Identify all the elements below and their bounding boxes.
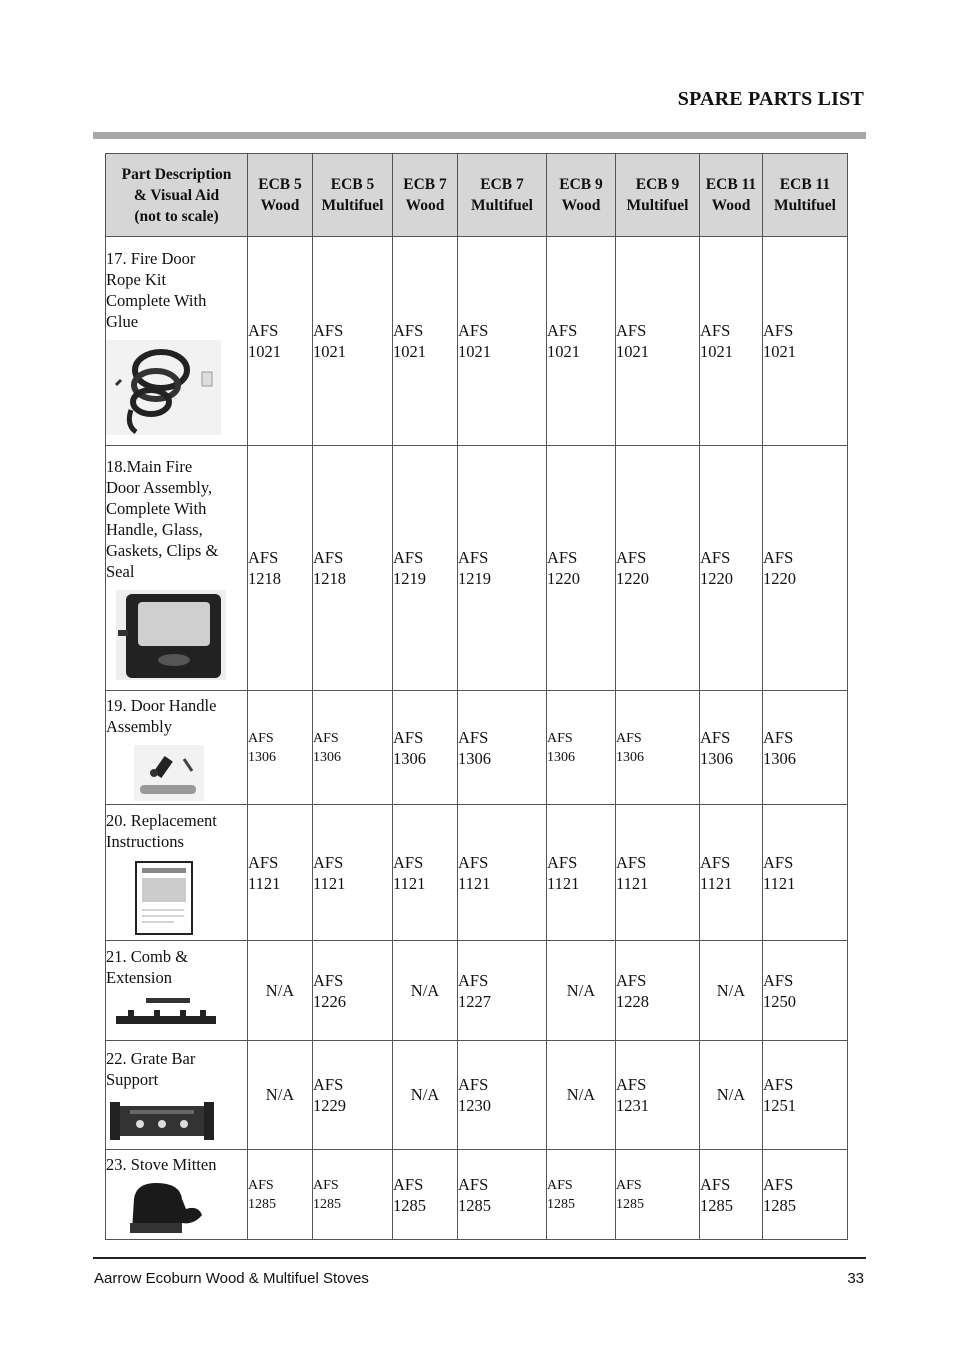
- comb-extension-image: [110, 996, 222, 1036]
- part-code-cell: N/A: [393, 941, 458, 1041]
- part-code-cell: AFS 1121: [547, 805, 616, 941]
- table-row: [106, 691, 848, 805]
- part-code-cell: AFS 1220: [616, 446, 700, 691]
- part-code-cell: N/A: [248, 1041, 313, 1150]
- part-code-cell: N/A: [547, 941, 616, 1041]
- part-code-cell: N/A: [393, 1041, 458, 1150]
- instructions-booklet-image: [134, 860, 196, 936]
- table-row: [106, 1041, 848, 1150]
- table-row: [106, 805, 848, 941]
- part-code-cell: AFS 1285: [616, 1150, 700, 1240]
- part-code-cell: AFS 1121: [248, 805, 313, 941]
- part-code-cell: AFS 1021: [700, 237, 763, 446]
- header-label: ECB 11 Wood: [705, 176, 757, 214]
- part-code-cell: AFS 1251: [763, 1041, 848, 1150]
- part-code-cell: AFS 1021: [458, 237, 547, 446]
- part-code-cell: AFS 1021: [616, 237, 700, 446]
- part-code-cell: AFS 1219: [393, 446, 458, 691]
- part-code-cell: AFS 1021: [313, 237, 393, 446]
- part-code-cell: AFS 1121: [393, 805, 458, 941]
- part-description: 19. Door Handle Assembly: [106, 695, 217, 736]
- part-code-cell: AFS 1306: [616, 691, 700, 805]
- part-code-cell: AFS 1218: [248, 446, 313, 691]
- part-code-cell: AFS 1021: [248, 237, 313, 446]
- header-ecb5-wood: [248, 154, 313, 237]
- part-code-cell: AFS 1219: [458, 446, 547, 691]
- table-row: [106, 237, 848, 446]
- header-ecb7-wood: [393, 154, 458, 237]
- part-description: 23. Stove Mitten: [106, 1155, 217, 1174]
- part-description: 18.Main Fire Door Assembly, Complete With Handle, Glass, Gaskets, Clips & Seal: [106, 457, 219, 581]
- part-code-cell: N/A: [700, 941, 763, 1041]
- part-description-cell: [106, 446, 248, 691]
- part-code-cell: AFS 1250: [763, 941, 848, 1041]
- part-code-cell: AFS 1306: [248, 691, 313, 805]
- part-code-cell: AFS 1306: [700, 691, 763, 805]
- table-row: [106, 941, 848, 1041]
- part-code-cell: N/A: [248, 941, 313, 1041]
- header-ecb5-multifuel: [313, 154, 393, 237]
- rope-kit-image: [106, 340, 221, 435]
- part-code-cell: AFS 1306: [763, 691, 848, 805]
- part-code-cell: N/A: [700, 1041, 763, 1150]
- footer-document-title: Aarrow Ecoburn Wood & Multifuel Stoves: [94, 1270, 369, 1287]
- part-code-cell: AFS 1285: [700, 1150, 763, 1240]
- part-code-cell: AFS 1227: [458, 941, 547, 1041]
- fire-door-image: [116, 590, 226, 680]
- header-ecb9-multifuel: [616, 154, 700, 237]
- header-part-description: [106, 154, 248, 237]
- footer-page-number: 33: [847, 1270, 864, 1287]
- part-description-cell: [106, 1150, 248, 1240]
- part-code-cell: AFS 1306: [313, 691, 393, 805]
- part-code-cell: AFS 1306: [547, 691, 616, 805]
- table-row: [106, 1150, 848, 1240]
- part-description: 22. Grate Bar Support: [106, 1049, 196, 1089]
- part-code-cell: AFS 1306: [393, 691, 458, 805]
- part-code-cell: AFS 1228: [616, 941, 700, 1041]
- part-code-cell: AFS 1220: [763, 446, 848, 691]
- part-description-cell: [106, 805, 248, 941]
- door-handle-image: [134, 745, 204, 801]
- header-ecb11-multifuel: [763, 154, 848, 237]
- part-code-cell: AFS 1285: [248, 1150, 313, 1240]
- header-label: Part Description & Visual Aid (not to scale): [121, 165, 232, 225]
- part-code-cell: AFS 1285: [763, 1150, 848, 1240]
- stove-mitten-image: [124, 1179, 206, 1235]
- part-description: 17. Fire Door Rope Kit Complete With Glue: [106, 248, 207, 331]
- part-code-cell: AFS 1021: [393, 237, 458, 446]
- header-ecb11-wood: [700, 154, 763, 237]
- part-code-cell: AFS 1121: [458, 805, 547, 941]
- part-description: 21. Comb & Extension: [106, 946, 189, 987]
- part-description-cell: [106, 941, 248, 1041]
- part-code-cell: AFS 1021: [763, 237, 848, 446]
- part-code-cell: AFS 1285: [458, 1150, 547, 1240]
- part-code-cell: AFS 1230: [458, 1041, 547, 1150]
- spare-parts-table: [105, 153, 848, 1240]
- part-code-cell: AFS 1229: [313, 1041, 393, 1150]
- part-code-cell: AFS 1218: [313, 446, 393, 691]
- part-code-cell: AFS 1121: [700, 805, 763, 941]
- part-code-cell: AFS 1285: [313, 1150, 393, 1240]
- header-row: [106, 154, 848, 237]
- part-code-cell: AFS 1121: [313, 805, 393, 941]
- part-code-cell: AFS 1121: [763, 805, 848, 941]
- header-ecb7-multifuel: [458, 154, 547, 237]
- part-code-cell: AFS 1121: [616, 805, 700, 941]
- header-ecb9-wood: [547, 154, 616, 237]
- part-code-cell: AFS 1226: [313, 941, 393, 1041]
- footer-rule: [93, 1257, 866, 1259]
- part-code-cell: AFS 1021: [547, 237, 616, 446]
- part-code-cell: AFS 1220: [547, 446, 616, 691]
- page-title: SPARE PARTS LIST: [677, 88, 864, 110]
- header-label: ECB 9 Multifuel: [626, 176, 689, 214]
- part-description: 20. Replacement Instructions: [106, 810, 217, 851]
- part-description-cell: [106, 237, 248, 446]
- header-label: ECB 5 Multifuel: [321, 176, 384, 214]
- part-code-cell: N/A: [547, 1041, 616, 1150]
- part-description-cell: [106, 691, 248, 805]
- part-description-cell: [106, 1041, 248, 1150]
- header-label: ECB 7 Multifuel: [471, 176, 533, 214]
- part-code-cell: AFS 1285: [393, 1150, 458, 1240]
- header-label: ECB 5 Wood: [258, 176, 302, 214]
- title-rule: [93, 132, 866, 139]
- header-label: ECB 11 Multifuel: [774, 176, 836, 214]
- part-code-cell: AFS 1306: [458, 691, 547, 805]
- header-label: ECB 9 Wood: [559, 176, 603, 214]
- part-code-cell: AFS 1220: [700, 446, 763, 691]
- part-code-cell: AFS 1285: [547, 1150, 616, 1240]
- part-code-cell: AFS 1231: [616, 1041, 700, 1150]
- grate-bar-image: [110, 1098, 215, 1142]
- header-label: ECB 7 Wood: [403, 176, 447, 214]
- table-row: [106, 446, 848, 691]
